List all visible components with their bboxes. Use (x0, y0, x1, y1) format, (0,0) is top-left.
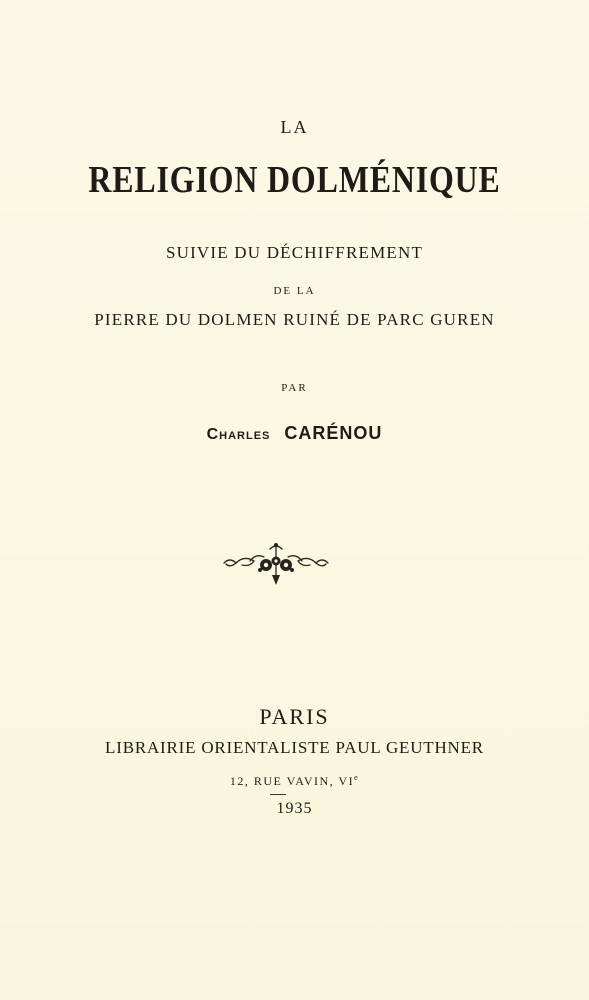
publication-year: 1935 (276, 800, 313, 817)
by-label: PAR (281, 382, 308, 394)
address-superscript: e (354, 773, 360, 782)
author-last-name: CARÉNOU (284, 423, 383, 443)
publisher-address (0, 773, 589, 789)
author-first-name: Charles (206, 426, 271, 443)
publication-city: PARIS (259, 704, 330, 729)
subtitle-line-3: PIERRE DU DOLMEN RUINÉ DE PARC GUREN (94, 310, 495, 329)
main-title: RELIGION DOLMÉNIQUE (88, 159, 501, 201)
fleuron-ornament-icon (220, 541, 332, 587)
divider-rule (270, 794, 286, 795)
subtitle-line-1: SUIVIE DU DÉCHIFFREMENT (165, 243, 424, 262)
address-text: 12, RUE VAVIN, VI (229, 774, 355, 788)
subtitle-line-2: DE LA (273, 285, 316, 297)
author-name (0, 423, 589, 444)
publisher-name: LIBRAIRIE ORIENTALISTE PAUL GEUTHNER (105, 738, 484, 757)
title-article: LA (280, 117, 309, 137)
